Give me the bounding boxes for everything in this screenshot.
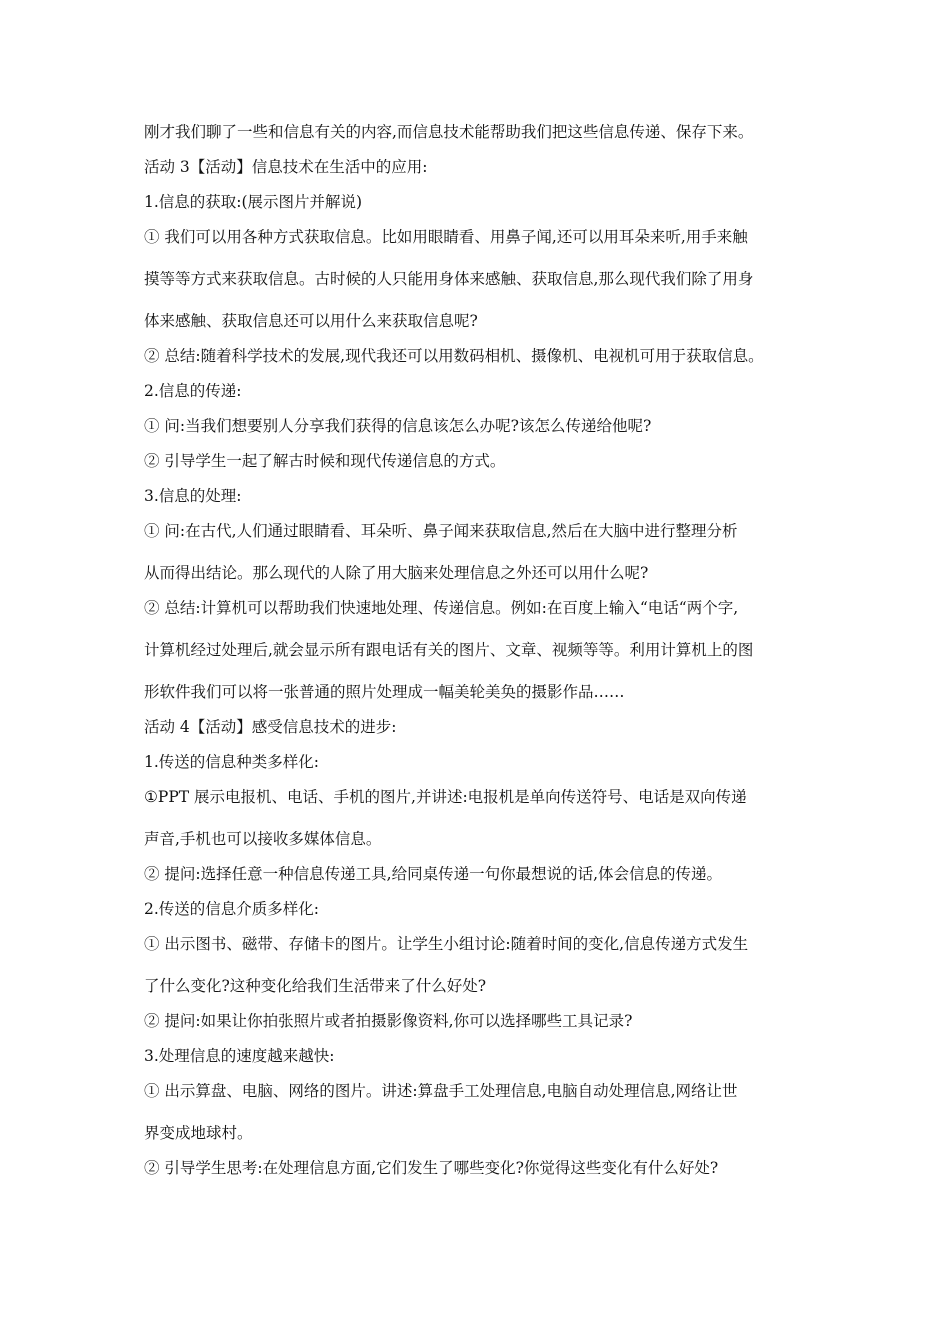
activity-heading: 活动 4【活动】感受信息技术的进步:: [144, 718, 397, 736]
section-heading: 2.传送的信息介质多样化:: [144, 900, 320, 918]
text-line: ② 总结:计算机可以帮助我们快速地处理、传递信息。例如:在百度上输入“电话“两个字,: [144, 599, 739, 617]
section-heading: 3.信息的处理:: [144, 487, 242, 505]
activity-heading: 活动 3【活动】信息技术在生活中的应用:: [144, 158, 428, 176]
text-line: ② 总结:随着科学技术的发展,现代我还可以用数码相机、摄像机、电视机可用于获取信息。: [144, 347, 764, 365]
text-line: ①PPT 展示电报机、电话、手机的图片,并讲述:电报机是单向传送符号、电话是双向传递: [144, 788, 747, 806]
text-line: 界变成地球村。: [144, 1124, 253, 1142]
section-heading: 1.信息的获取:(展示图片并解说): [144, 193, 363, 211]
text-line: ② 引导学生思考:在处理信息方面,它们发生了哪些变化?你觉得这些变化有什么好处?: [144, 1159, 719, 1177]
section-heading: 2.信息的传递:: [144, 382, 242, 400]
text-line: 从而得出结论。那么现代的人除了用大脑来处理信息之外还可以用什么呢?: [144, 564, 649, 582]
text-line: ① 问:当我们想要别人分享我们获得的信息该怎么办呢?该怎么传递给他呢?: [144, 417, 652, 435]
section-heading: 3.处理信息的速度越来越快:: [144, 1047, 335, 1065]
text-line: 形软件我们可以将一张普通的照片处理成一幅美轮美奂的摄影作品……: [144, 683, 625, 701]
text-line: 声音,手机也可以接收多媒体信息。: [144, 830, 382, 848]
text-line: 了什么变化?这种变化给我们生活带来了什么好处?: [144, 977, 487, 995]
text-line: ① 出示算盘、电脑、网络的图片。讲述:算盘手工处理信息,电脑自动处理信息,网络让世: [144, 1082, 738, 1100]
text-line: ② 引导学生一起了解古时候和现代传递信息的方式。: [144, 452, 506, 470]
document-body: [144, 122, 820, 1178]
text-line: ② 提问:选择任意一种信息传递工具,给同桌传递一句你最想说的话,体会信息的传递。: [144, 865, 723, 883]
text-line: 刚才我们聊了一些和信息有关的内容,而信息技术能帮助我们把这些信息传递、保存下来。: [144, 123, 754, 141]
text-line: ① 我们可以用各种方式获取信息。比如用眼睛看、用鼻子闻,还可以用耳朵来听,用手来触: [144, 228, 748, 246]
text-line: 计算机经过处理后,就会显示所有跟电话有关的图片、文章、视频等等。利用计算机上的图: [144, 641, 754, 659]
text-line: 摸等等方式来获取信息。古时候的人只能用身体来感触、获取信息,那么现代我们除了用身: [144, 270, 754, 288]
section-heading: 1.传送的信息种类多样化:: [144, 753, 320, 771]
text-line: ① 问:在古代,人们通过眼睛看、耳朵听、鼻子闻来获取信息,然后在大脑中进行整理分析: [144, 522, 738, 540]
text-line: 体来感触、获取信息还可以用什么来获取信息呢?: [144, 312, 478, 330]
text-line: ② 提问:如果让你拍张照片或者拍摄影像资料,你可以选择哪些工具记录?: [144, 1012, 633, 1030]
text-line: ① 出示图书、磁带、存储卡的图片。让学生小组讨论:随着时间的变化,信息传递方式发生: [144, 935, 749, 953]
